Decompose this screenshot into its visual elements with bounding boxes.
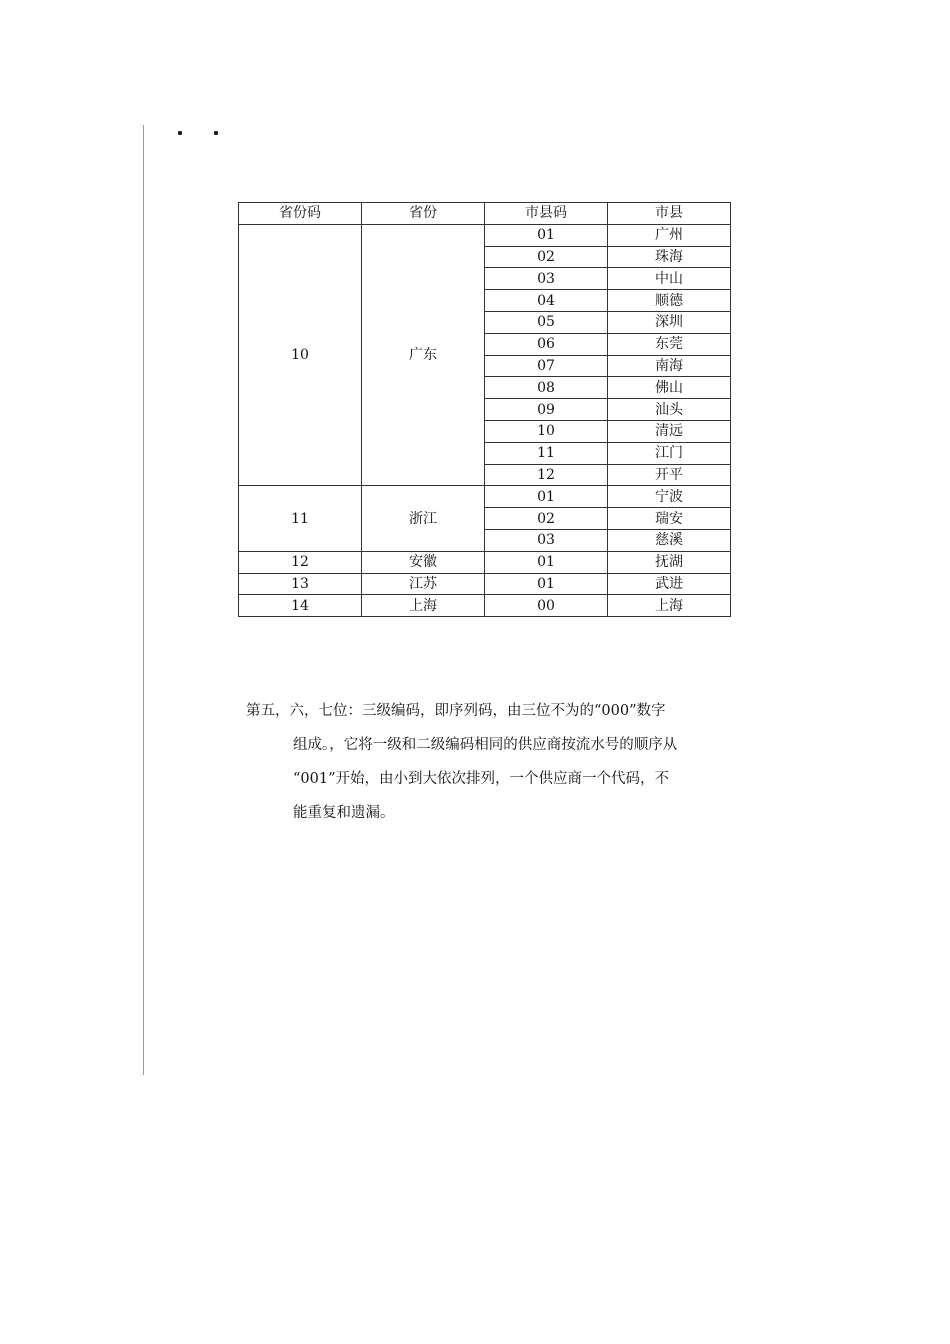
province-cell: 安徽 <box>362 551 485 573</box>
city-code-cell: 02 <box>485 508 608 530</box>
province-cell: 上海 <box>362 595 485 617</box>
city-code-cell: 10 <box>485 420 608 442</box>
city-cell: 中山 <box>608 268 731 290</box>
province-cell: 江苏 <box>362 573 485 595</box>
table-row <box>239 486 731 508</box>
header-province: 省份 <box>362 203 485 225</box>
province-code-cell: 12 <box>239 551 362 573</box>
city-cell: 抚湖 <box>608 551 731 573</box>
table-row <box>239 573 731 595</box>
city-code-cell: 04 <box>485 290 608 312</box>
city-cell: 开平 <box>608 464 731 486</box>
province-code-cell: 11 <box>239 486 362 551</box>
city-cell: 广州 <box>608 224 731 246</box>
province-cell: 广东 <box>362 224 485 486</box>
page-margin-line <box>143 125 144 1075</box>
table-header-row <box>239 203 731 225</box>
city-code-cell: 01 <box>485 486 608 508</box>
encoding-rule-paragraph <box>246 694 726 830</box>
province-code-cell: 13 <box>239 573 362 595</box>
city-cell: 慈溪 <box>608 529 731 551</box>
city-cell: 武进 <box>608 573 731 595</box>
city-cell: 东莞 <box>608 333 731 355</box>
city-cell: 江门 <box>608 442 731 464</box>
city-cell: 深圳 <box>608 311 731 333</box>
table-row <box>239 595 731 617</box>
city-cell: 上海 <box>608 595 731 617</box>
city-cell: 瑞安 <box>608 508 731 530</box>
header-province-code: 省份码 <box>239 203 362 225</box>
city-code-cell: 11 <box>485 442 608 464</box>
paragraph-line: 组成。，它将一级和二级编码相同的供应商按流水号的顺序从 <box>293 737 678 753</box>
scan-mark <box>178 131 182 135</box>
paragraph-line: “001”开始，由小到大依次排列，一个供应商一个代码，不 <box>293 771 669 787</box>
city-code-cell: 09 <box>485 399 608 421</box>
city-code-cell: 08 <box>485 377 608 399</box>
header-city: 市县 <box>608 203 731 225</box>
city-code-cell: 07 <box>485 355 608 377</box>
city-cell: 宁波 <box>608 486 731 508</box>
table-row <box>239 551 731 573</box>
table-row <box>239 224 731 246</box>
city-cell: 顺德 <box>608 290 731 312</box>
city-code-cell: 02 <box>485 246 608 268</box>
city-code-cell: 05 <box>485 311 608 333</box>
province-cell: 浙江 <box>362 486 485 551</box>
city-code-cell: 01 <box>485 224 608 246</box>
city-cell: 汕头 <box>608 399 731 421</box>
scan-mark <box>214 131 218 135</box>
paragraph-line: 能重复和遗漏。 <box>293 805 395 821</box>
city-code-cell: 01 <box>485 573 608 595</box>
header-city-code: 市县码 <box>485 203 608 225</box>
paragraph-line: 第五，六，七位：三级编码，即序列码，由三位不为的“000”数字 <box>246 703 666 719</box>
table-body <box>239 224 731 616</box>
city-code-cell: 03 <box>485 529 608 551</box>
city-code-cell: 03 <box>485 268 608 290</box>
city-cell: 佛山 <box>608 377 731 399</box>
city-code-cell: 06 <box>485 333 608 355</box>
province-code-cell: 14 <box>239 595 362 617</box>
city-cell: 珠海 <box>608 246 731 268</box>
city-cell: 清远 <box>608 420 731 442</box>
region-code-table <box>238 202 731 617</box>
city-code-cell: 12 <box>485 464 608 486</box>
city-code-cell: 00 <box>485 595 608 617</box>
province-code-cell: 10 <box>239 224 362 486</box>
city-cell: 南海 <box>608 355 731 377</box>
city-code-cell: 01 <box>485 551 608 573</box>
